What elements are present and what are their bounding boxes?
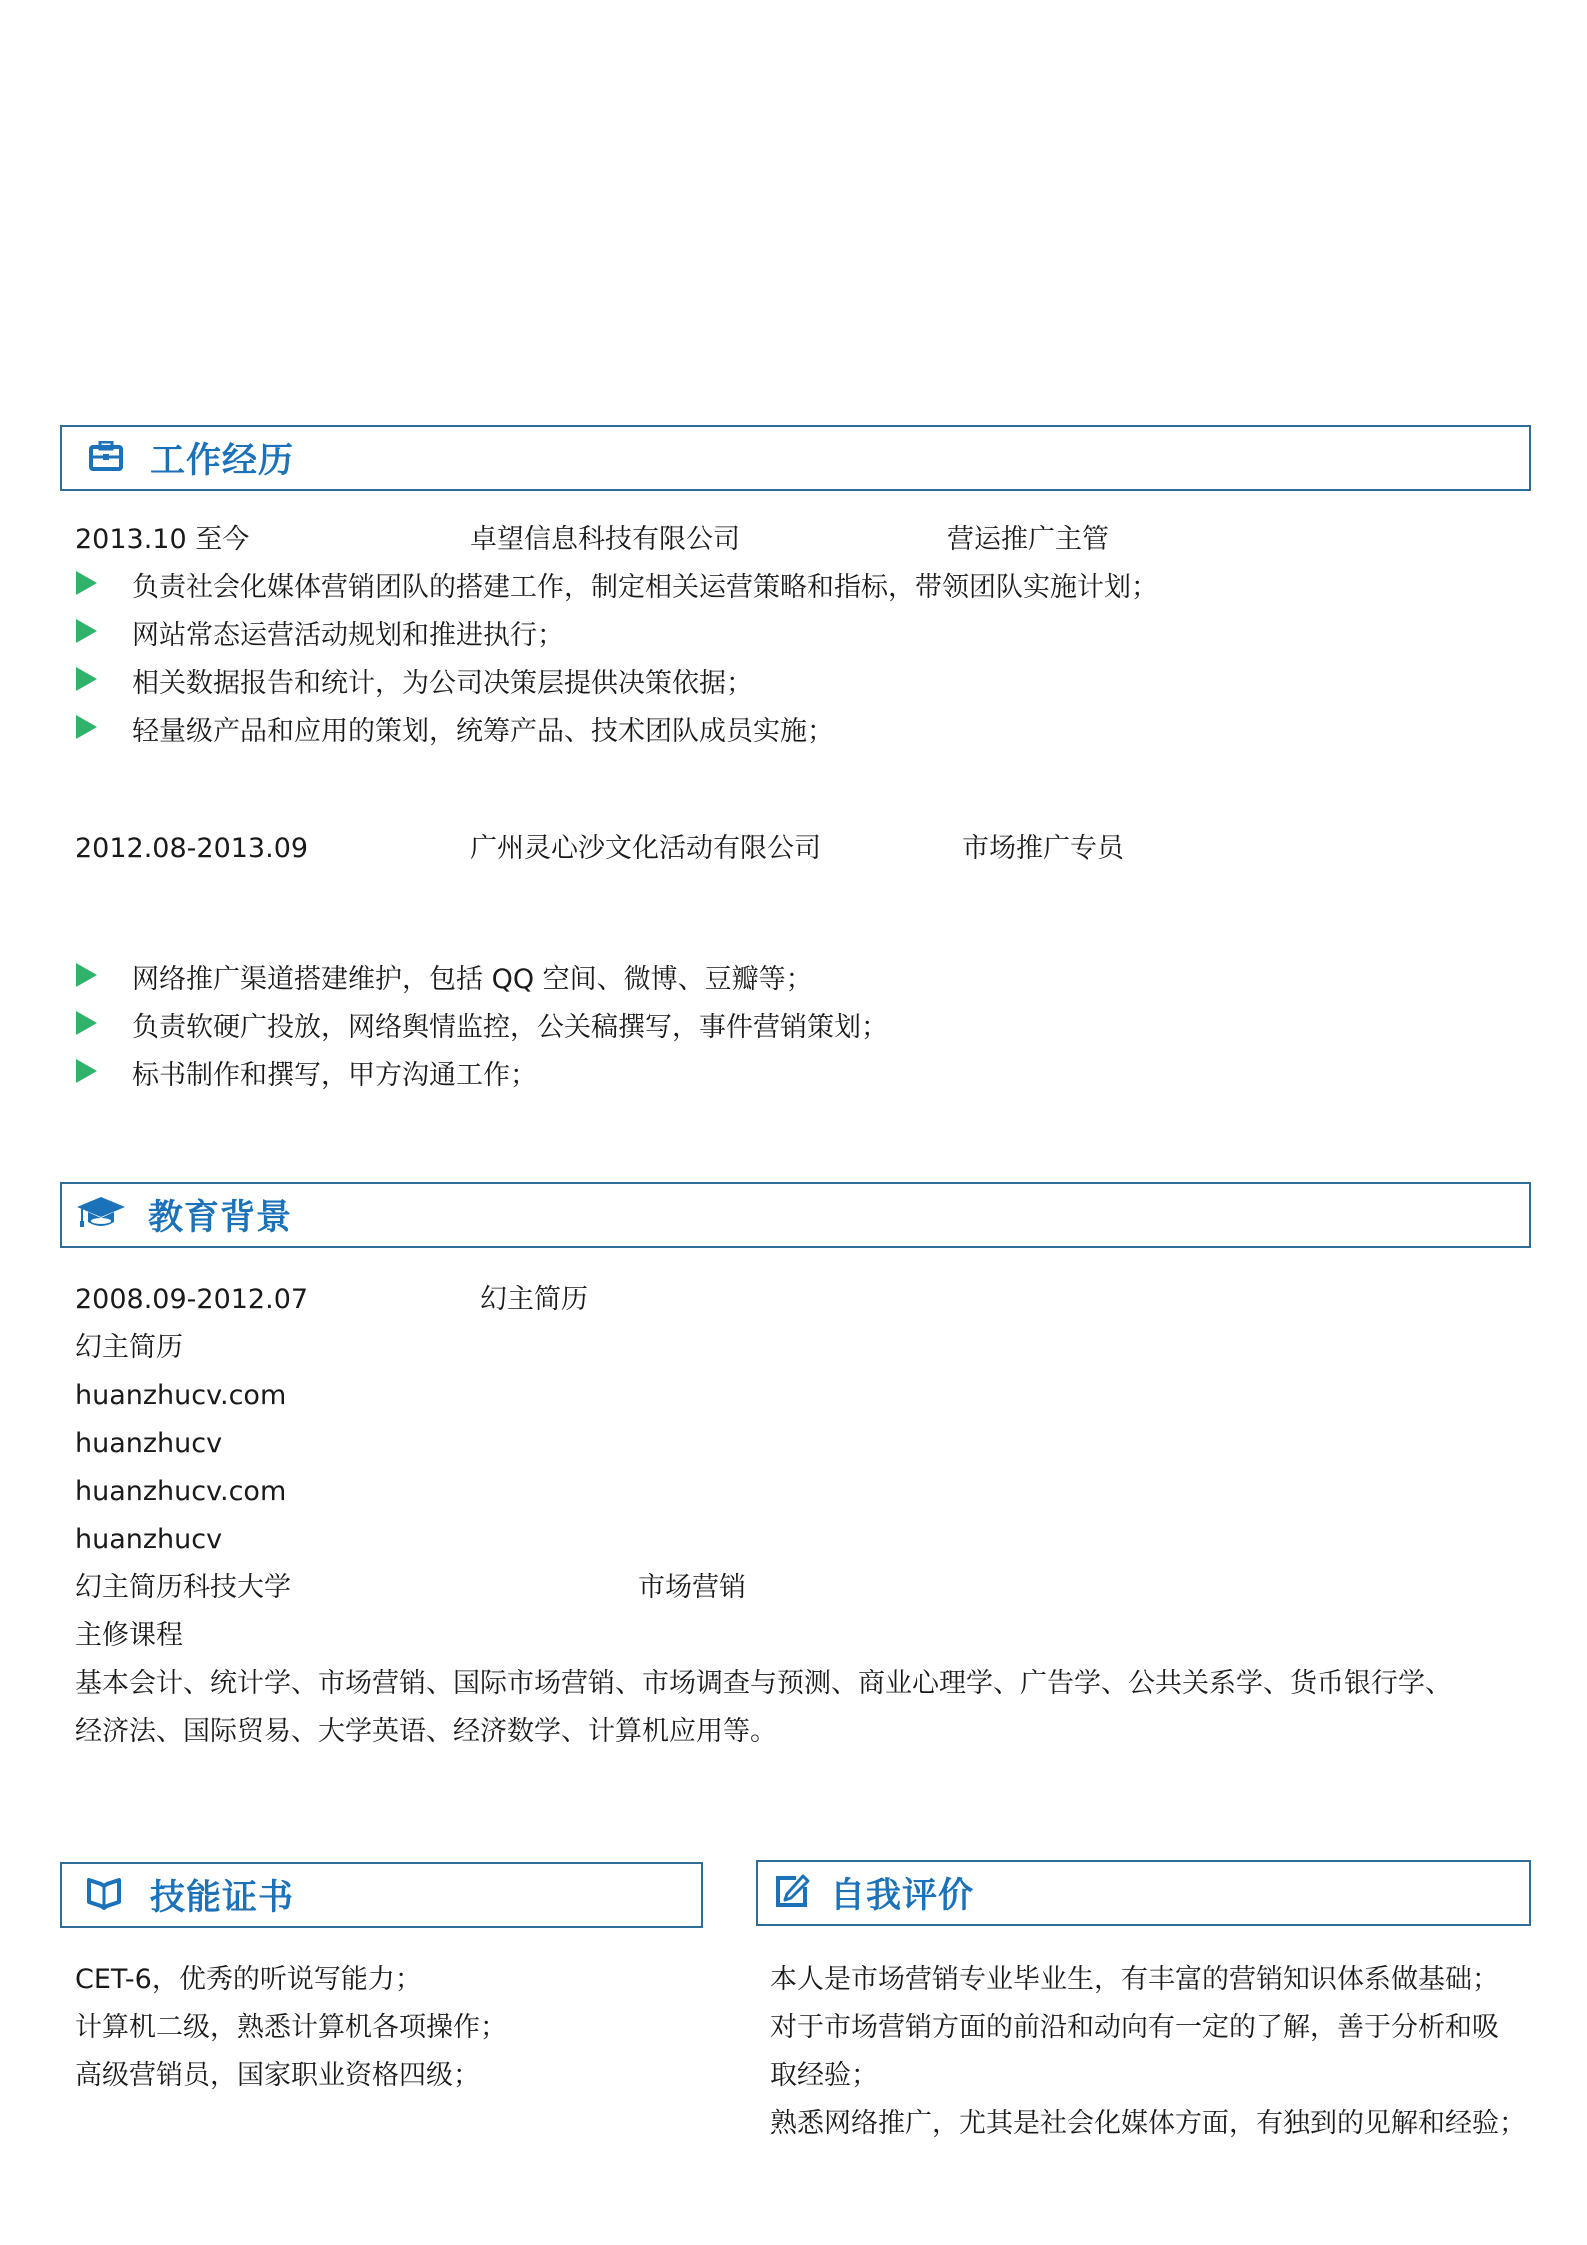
education-line: huanzhucv: [75, 1524, 223, 1555]
self-eval-line: 对于市场营销方面的前沿和动向有一定的了解，善于分析和吸: [770, 2012, 1499, 2043]
job-company: 卓望信息科技有限公司: [470, 524, 740, 555]
self-eval-line: 熟悉网络推广，尤其是社会化媒体方面，有独到的见解和经验；: [770, 2108, 1526, 2139]
education-section-title: 教育背景: [148, 1198, 293, 1238]
edit-icon: [774, 1873, 810, 1913]
job-period: 2013.10 至今: [75, 524, 250, 555]
book-icon: [86, 1876, 122, 1914]
job-position: 市场推广专员: [962, 833, 1124, 864]
education-line: huanzhucv: [75, 1428, 223, 1459]
job-duty: 负责社会化媒体营销团队的搭建工作，制定相关运营策略和指标，带领团队实施计划；: [132, 572, 1158, 603]
self-eval-section-header: [756, 1860, 1531, 1926]
education-section-header: [60, 1182, 1531, 1248]
job-duty: 标书制作和撰写，甲方沟通工作；: [132, 1060, 537, 1091]
bullet-triangle-icon: [76, 715, 97, 739]
skill-item: 计算机二级，熟悉计算机各项操作；: [75, 2012, 507, 2043]
skills-section-title: 技能证书: [150, 1878, 295, 1918]
briefcase-icon: [89, 441, 123, 475]
skill-item: 高级营销员，国家职业资格四级；: [75, 2060, 480, 2091]
education-line: huanzhucv.com: [75, 1380, 287, 1411]
education-line: huanzhucv.com: [75, 1476, 287, 1507]
bullet-triangle-icon: [76, 1059, 97, 1083]
skills-section-header: [60, 1862, 703, 1928]
skill-item: CET-6，优秀的听说写能力；: [75, 1964, 422, 1995]
education-period-right: 幻主简历: [480, 1284, 588, 1315]
bullet-triangle-icon: [76, 1011, 97, 1035]
self-eval-section-title: 自我评价: [830, 1876, 975, 1916]
bullet-triangle-icon: [76, 667, 97, 691]
job-duty: 负责软硬广投放，网络舆情监控，公关稿撰写，事件营销策划；: [132, 1012, 888, 1043]
education-school: 幻主简历科技大学: [75, 1572, 291, 1603]
courses-list: 经济法、国际贸易、大学英语、经济数学、计算机应用等。: [75, 1716, 777, 1747]
bullet-triangle-icon: [76, 963, 97, 987]
work-section-header: [60, 425, 1531, 491]
self-eval-line: 取经验；: [770, 2060, 878, 2091]
education-major: 市场营销: [638, 1572, 746, 1603]
courses-label: 主修课程: [75, 1620, 183, 1651]
courses-list: 基本会计、统计学、市场营销、国际市场营销、市场调查与预测、商业心理学、广告学、公共关系学、货币银行学、: [75, 1668, 1452, 1699]
job-period: 2012.08-2013.09: [75, 833, 309, 864]
job-duty: 网站常态运营活动规划和推进执行；: [132, 620, 564, 651]
bullet-triangle-icon: [76, 571, 97, 595]
job-duty: 轻量级产品和应用的策划，统筹产品、技术团队成员实施；: [132, 716, 834, 747]
self-eval-line: 本人是市场营销专业毕业生，有丰富的营销知识体系做基础；: [770, 1964, 1499, 1995]
job-position: 营运推广主管: [947, 524, 1109, 555]
education-period: 2008.09-2012.07: [75, 1284, 309, 1315]
job-duty: 相关数据报告和统计，为公司决策层提供决策依据；: [132, 668, 753, 699]
job-company: 广州灵心沙文化活动有限公司: [470, 833, 821, 864]
graduation-cap-icon: [76, 1196, 126, 1234]
bullet-triangle-icon: [76, 619, 97, 643]
work-section-title: 工作经历: [150, 441, 295, 481]
education-line: 幻主简历: [75, 1332, 183, 1363]
job-duty: 网络推广渠道搭建维护，包括 QQ 空间、微博、豆瓣等；: [132, 964, 813, 995]
